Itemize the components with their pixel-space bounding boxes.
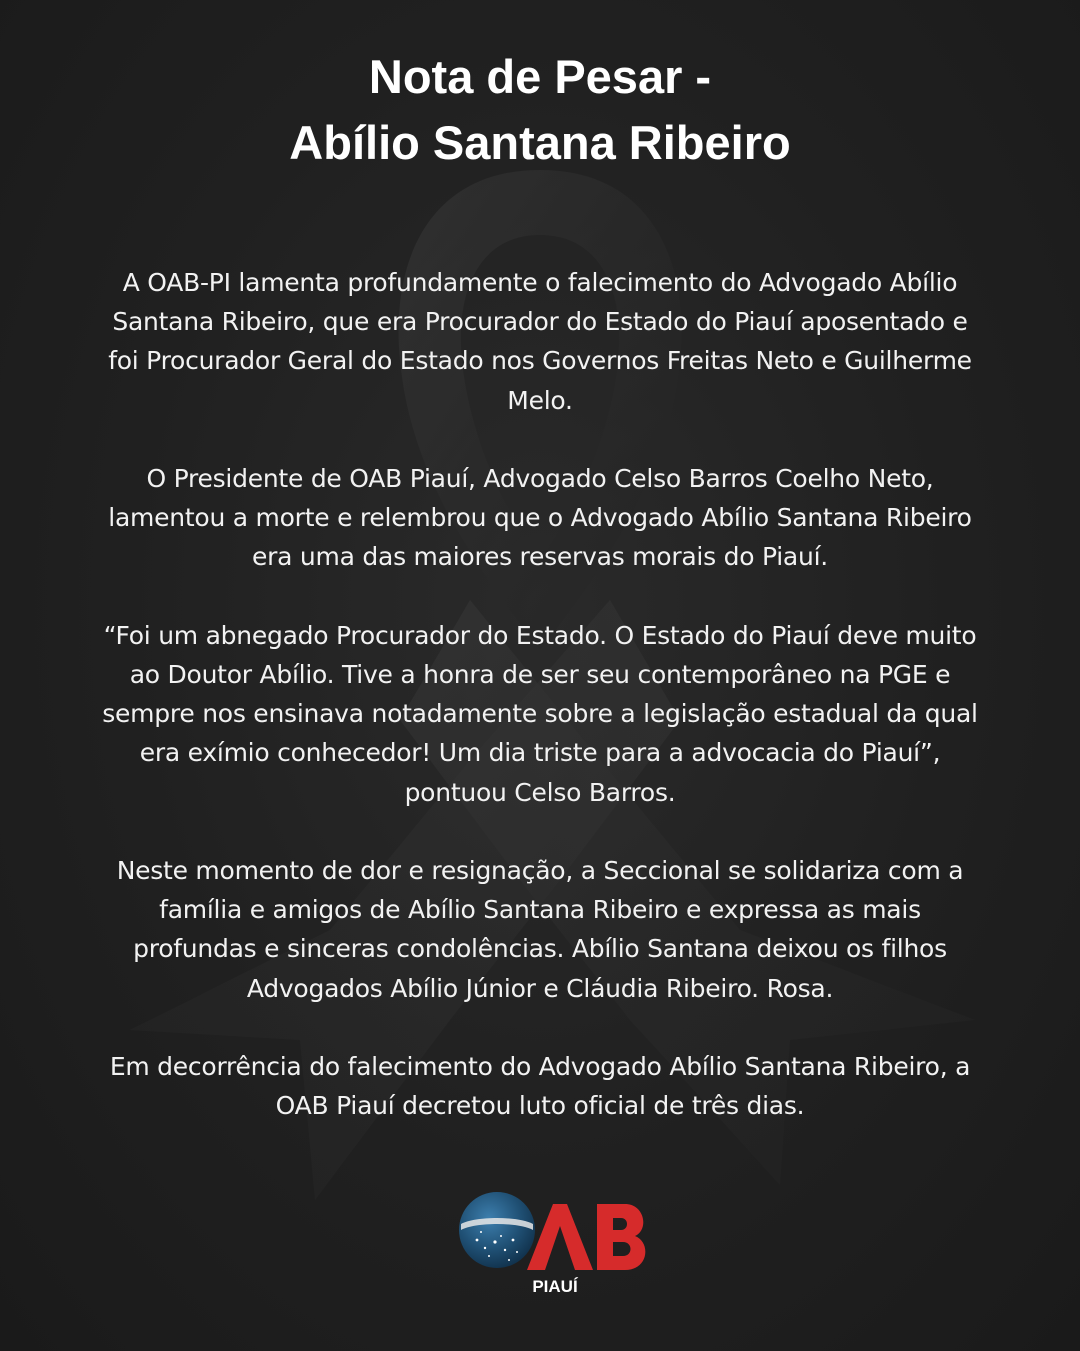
paragraph-1: A OAB-PI lamenta profundamente o falecimento do Advogado Abílio Santana Ribeiro, que era Procurador do Estado do Piauí aposentado e foi Procurador Geral do Estado nos Governos Freitas Neto e Guilherme Melo. bbox=[108, 268, 972, 415]
paragraph-3-quote: “Foi um abnegado Procurador do Estado. O Estado do Piauí deve muito ao Doutor Abílio. Tive a honra de ser seu contemporâneo na PGE e sempre nos ensinava notadamente sobre a legislação estadual da qual era exímio conhecedor! Um dia triste para a advocacia do Piauí”, pontuou Celso Barros. bbox=[102, 620, 978, 807]
title-line-1: Nota de Pesar - bbox=[368, 50, 712, 103]
note-body bbox=[100, 263, 980, 1165]
page-title bbox=[0, 44, 1080, 176]
paragraph-5: Em decorrência do falecimento do Advogado Abílio Santana Ribeiro, a OAB Piauí decretou luto oficial de três dias. bbox=[109, 1052, 971, 1121]
paragraph-4: Neste momento de dor e resignação, a Seccional se solidariza com a família e amigos de Abílio Santana Ribeiro e expressa as mais profundas e sinceras condolências. Abílio Santana deixou os filhos Advogados Abílio Júnior e Cláudia Ribeiro. Rosa. bbox=[116, 856, 964, 1003]
title-line-2: Abílio Santana Ribeiro bbox=[289, 116, 791, 169]
oab-logo-graphic bbox=[455, 1190, 655, 1280]
logo-caption-piaui: PIAUÍ bbox=[532, 1277, 578, 1296]
paragraph-2: O Presidente de OAB Piauí, Advogado Celso Barros Coelho Neto, lamentou a morte e relembrou que o Advogado Abílio Santana Ribeiro era uma das maiores reservas morais do Piauí. bbox=[108, 464, 972, 572]
